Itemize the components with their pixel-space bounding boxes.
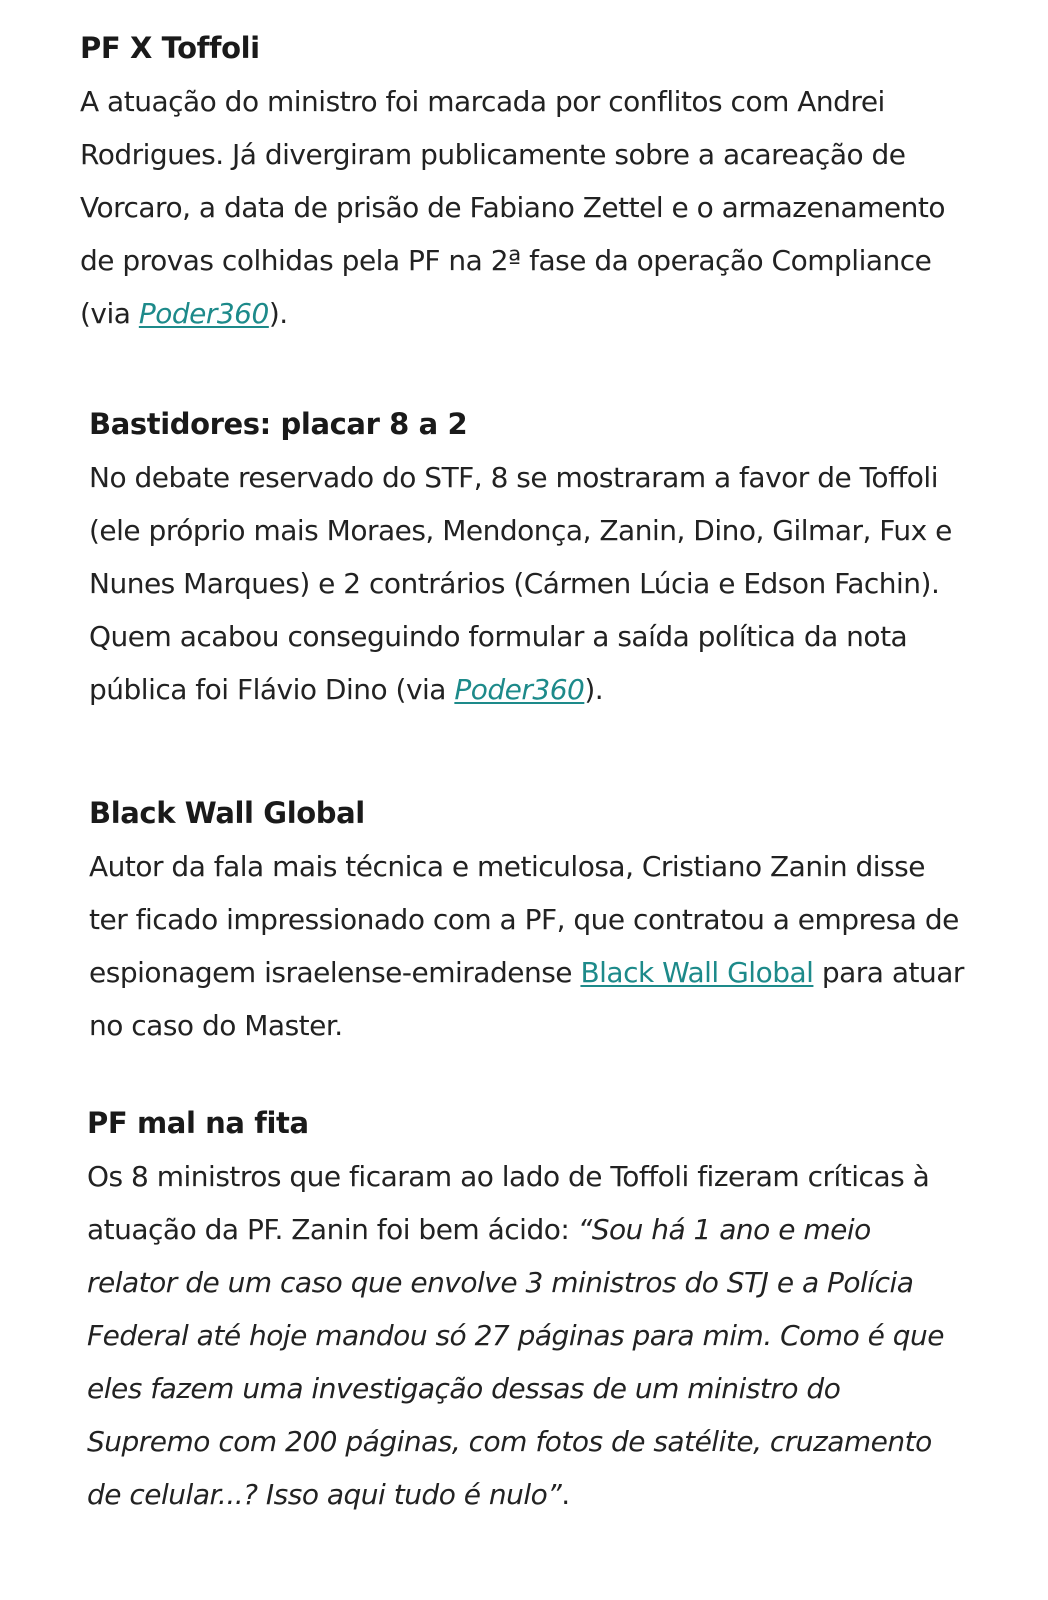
section-heading: PF X Toffoli xyxy=(80,31,260,65)
paragraph-text: Os 8 ministros que ficaram ao lado de Toffoli fizeram críticas à atuação da PF. Zanin foi bem ácido: xyxy=(87,1160,930,1246)
paragraph-text-end: para atuar no caso do Master. xyxy=(89,956,964,1042)
black-wall-global-link[interactable]: Black Wall Global xyxy=(580,956,814,989)
section-heading: Bastidores: placar 8 a 2 xyxy=(89,407,468,441)
paragraph-text-end: ). xyxy=(584,673,604,706)
section-paragraph xyxy=(80,75,960,340)
paragraph-text: Autor da fala mais técnica e meticulosa, Cristiano Zanin disse ter ficado impressionado com a PF, que contratou a empresa de espionagem israelense-emiradense xyxy=(89,850,959,989)
section-heading: PF mal na fita xyxy=(87,1106,309,1140)
paragraph-text: No debate reservado do STF, 8 se mostraram a favor de Toffoli (ele próprio mais Moraes, Mendonça, Zanin, Dino, Gilmar, Fux e Nunes Marques) e 2 contrários (Cármen Lúcia e Edson Fachin). Quem acabou conseguindo formular a saída política da nota pública foi Flávio Dino (via xyxy=(89,461,952,706)
section-bastidores xyxy=(89,398,969,716)
section-black-wall-global xyxy=(89,787,969,1052)
section-pf-mal-na-fita xyxy=(87,1097,967,1521)
section-pf-x-toffoli xyxy=(80,22,960,340)
paragraph-text-end: ). xyxy=(268,297,288,330)
section-paragraph xyxy=(87,1150,967,1521)
section-paragraph xyxy=(89,451,969,716)
poder360-link[interactable]: Poder360 xyxy=(454,673,585,706)
paragraph-text: A atuação do ministro foi marcada por conflitos com Andrei Rodrigues. Já divergiram publicamente sobre a acareação de Vorcaro, a data de prisão de Fabiano Zettel e o armazenamento de provas colhidas pela PF na 2ª fase da operação Compliance (via xyxy=(80,85,945,330)
poder360-link[interactable]: Poder360 xyxy=(138,297,269,330)
zanin-quote: “Sou há 1 ano e meio relator de um caso que envolve 3 ministros do STJ e a Polícia Federal até hoje mandou só 27 páginas para mim. Como é que eles fazem uma investigação dessas de um ministro do Supremo com 200 páginas, com fotos de satélite, cruzamento de celular...? Isso aqui tudo é nulo” xyxy=(87,1213,944,1511)
paragraph-text-end: . xyxy=(561,1478,570,1511)
section-paragraph xyxy=(89,840,969,1052)
section-heading: Black Wall Global xyxy=(89,796,365,830)
